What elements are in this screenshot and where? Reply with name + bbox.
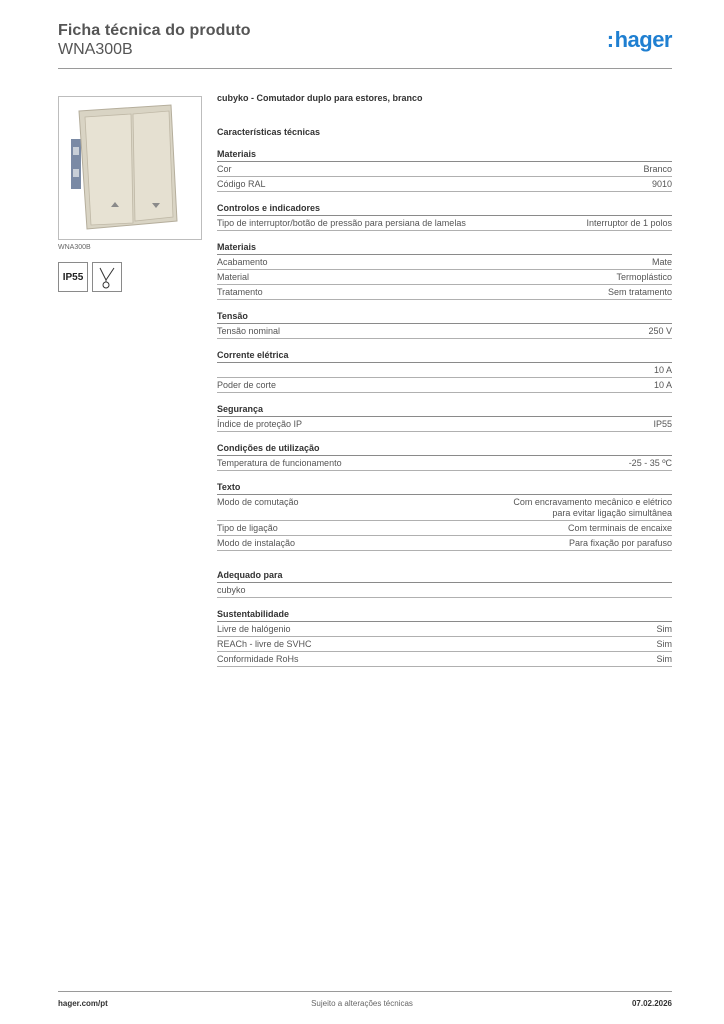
section-title: Segurança bbox=[217, 403, 672, 417]
spec-label: Tensão nominal bbox=[217, 326, 281, 336]
spec-row bbox=[217, 177, 672, 192]
spec-section bbox=[217, 608, 672, 667]
spec-row bbox=[217, 583, 672, 598]
spec-label: Livre de halógenio bbox=[217, 624, 291, 634]
spec-value: Sim bbox=[656, 654, 672, 664]
spec-value: Com terminais de encaixe bbox=[567, 523, 672, 533]
spec-row bbox=[217, 417, 672, 432]
spec-panel bbox=[217, 92, 672, 677]
spec-sections bbox=[217, 148, 672, 667]
spec-section bbox=[217, 202, 672, 231]
spec-row bbox=[217, 521, 672, 536]
product-code: WNA300B bbox=[58, 41, 133, 58]
section-title: Materiais bbox=[217, 148, 672, 162]
section-title: Materiais bbox=[217, 241, 672, 255]
spec-section bbox=[217, 310, 672, 339]
spec-label: Tipo de interruptor/botão de pressão para persiana de lamelas bbox=[217, 218, 466, 228]
spec-row bbox=[217, 162, 672, 177]
spec-value: -25 - 35 ºC bbox=[628, 458, 672, 468]
product-image bbox=[58, 96, 202, 240]
switch-symbol-icon bbox=[92, 262, 122, 292]
spec-label: Modo de instalação bbox=[217, 538, 296, 548]
spec-value: Mate bbox=[651, 257, 672, 267]
spec-row bbox=[217, 363, 672, 378]
spec-value: Sem tratamento bbox=[607, 287, 672, 297]
footer-disclaimer: Sujeito a alterações técnicas bbox=[311, 999, 413, 1008]
spec-section bbox=[217, 569, 672, 598]
spec-label: Cor bbox=[217, 164, 232, 174]
spec-value: Sim bbox=[656, 624, 672, 634]
section-title: Condições de utilização bbox=[217, 442, 672, 456]
spec-label: Tipo de ligação bbox=[217, 523, 278, 533]
spec-label: Acabamento bbox=[217, 257, 268, 267]
spec-section bbox=[217, 403, 672, 432]
spec-value: 9010 bbox=[651, 179, 672, 189]
spec-section bbox=[217, 241, 672, 300]
spec-value: Interruptor de 1 polos bbox=[586, 218, 672, 228]
section-title: Texto bbox=[217, 481, 672, 495]
spec-row bbox=[217, 456, 672, 471]
spec-value: IP55 bbox=[653, 419, 672, 429]
spec-section bbox=[217, 481, 672, 551]
header-divider bbox=[58, 68, 672, 69]
spec-row bbox=[217, 216, 672, 231]
section-title: Adequado para bbox=[217, 569, 672, 583]
switch-product-icon bbox=[59, 97, 201, 239]
characteristics-title: Características técnicas bbox=[217, 127, 321, 137]
spec-value: 250 V bbox=[648, 326, 672, 336]
product-name: cubyko - Comutador duplo para estores, branco bbox=[217, 93, 423, 103]
spec-row bbox=[217, 270, 672, 285]
spec-label: Índice de proteção IP bbox=[217, 419, 303, 429]
spec-label: Código RAL bbox=[217, 179, 266, 189]
spec-value: 10 A bbox=[653, 365, 672, 375]
spec-label: Modo de comutação bbox=[217, 497, 299, 507]
spec-label: REACh - livre de SVHC bbox=[217, 639, 312, 649]
spec-section bbox=[217, 349, 672, 393]
footer-website: hager.com/pt bbox=[58, 999, 108, 1008]
section-title: Controlos e indicadores bbox=[217, 202, 672, 216]
section-title: Sustentabilidade bbox=[217, 608, 672, 622]
ip-rating-badge: IP55 bbox=[58, 262, 88, 292]
spec-value: Termoplástico bbox=[616, 272, 672, 282]
spec-section bbox=[217, 148, 672, 192]
image-caption: WNA300B bbox=[58, 244, 91, 251]
spec-value: Para fixação por parafuso bbox=[568, 538, 672, 548]
spec-row bbox=[217, 495, 672, 521]
spec-row bbox=[217, 637, 672, 652]
hager-logo: :hager bbox=[606, 27, 672, 52]
spec-value: Sim bbox=[656, 639, 672, 649]
spec-label: Temperatura de funcionamento bbox=[217, 458, 342, 468]
spec-label: cubyko bbox=[217, 585, 246, 595]
footer-date: 07.02.2026 bbox=[631, 999, 672, 1008]
section-title: Corrente elétrica bbox=[217, 349, 672, 363]
spec-value: Branco bbox=[643, 164, 672, 174]
spec-value: Com encravamento mecânico e elétrico para evitar ligação simultânea bbox=[513, 497, 672, 518]
spec-row bbox=[217, 536, 672, 551]
spec-row bbox=[217, 652, 672, 667]
section-title: Tensão bbox=[217, 310, 672, 324]
footer-divider bbox=[58, 991, 672, 992]
spec-section bbox=[217, 442, 672, 471]
spec-row bbox=[217, 255, 672, 270]
spec-row bbox=[217, 285, 672, 300]
spec-label: Tratamento bbox=[217, 287, 263, 297]
spec-label: Conformidade RoHs bbox=[217, 654, 299, 664]
spec-row bbox=[217, 378, 672, 393]
page-title: Ficha técnica do produto bbox=[58, 22, 251, 39]
page-header bbox=[58, 22, 672, 59]
spec-row bbox=[217, 324, 672, 339]
spec-row bbox=[217, 622, 672, 637]
spec-label: Poder de corte bbox=[217, 380, 277, 390]
spec-value: 10 A bbox=[653, 380, 672, 390]
spec-label: Material bbox=[217, 272, 250, 282]
